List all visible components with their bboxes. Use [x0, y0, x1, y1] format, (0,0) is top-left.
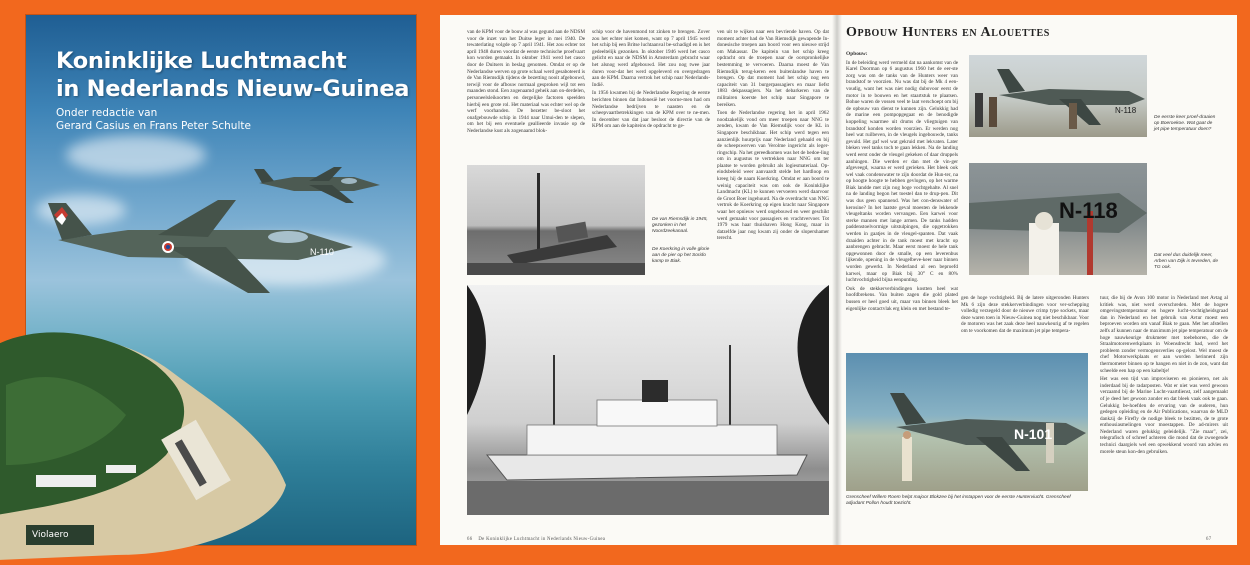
ship-silhouette	[467, 165, 645, 275]
right-text-col3	[1100, 295, 1228, 527]
publisher-label: Violaero	[26, 525, 94, 545]
chapter-title: Opbouw Hunters en Alouettes	[846, 25, 1050, 40]
left-text-col3	[717, 29, 829, 299]
caption-eerste-huntervlucht: Grenscheef Willem Roem helpt majoor Blokzee bij het instappen voor de eerste Hunterviucht. Grenscheef adjudant Pollon houdt toezicht.	[846, 495, 1071, 506]
left-paragraph: van de KPM voor de bouw al was gegund aan de NDSM voor de inzet van het Duitse leger in mei 1940. De tewaterlating volgde op 7 april 1941. Het zou echter tot april 1948 duren voordat de eerste technische proefvaart kon worden gemaakt. In oktober 1941 werd het casco door de Duitsers in beslag genomen. Omdat er op de Nederlandse werven op grote schaal werd gesaboteerd is de Van Riemsdijk tijdens de bezetting nooit afgebouwd, terwijl voor de afbouw normaal gesproken wijl tot een maanden stond. Een zogenaamd geheik aan on-derdelen, personeelsleikoorten en dergelijke factoren speelden hierbij een grote rol. Het materiaal was echter wel op de werf voorhanden. De bezetter be-sloot het onafgebouwde schip in 1944 naar Umui-den te slepen, om het bij een eventuele geallieerde invasie op de Nederlandse kust als zogenaamd blok-	[467, 29, 585, 134]
caption-sunken-ship: De van Riemsdijk in 1945, gezonken in het Noordzeekanaal.	[652, 217, 708, 234]
photo-hunter-n101	[846, 353, 1088, 491]
hunter-n101-silhouette	[846, 353, 1088, 491]
right-page-number: 67	[1206, 537, 1212, 542]
photo-hunter-closeup	[969, 163, 1147, 275]
right-text-col1	[846, 51, 958, 312]
hunter-closeup-silhouette	[969, 163, 1147, 275]
right-paragraph: Ook de stekkerverbindingen kostten heel wat hoofdbrekens. Van buiten zagen die gold plated bussen er heel goed uit, maar van binnen bleek het eigenlijke contactvlak erg klein en met bestand te-	[846, 285, 958, 312]
left-paragraph: Toen de Nederlandse regering het in april 1962 noodzakelijk vond om meer troepen naar NNG te zenden, kwam de Van Riemsdijk voor de KL in Singapore beschikbaar. Het schip werd tegen een aanzienlijk huurprijs naar Nederland gehaald en bij de scheepswerven van Verolme ingericht als leger-ringschip. Na het gereedkomen was het de bedoe-ling om in augustus te vertrekken naar NNG om ter plaatse te worden gebruikt als logiesmateriaal. Op-eindsbeleid weer aanvaardt stelde het hardloop en kreeg hij de naam Koerkring. Omdat er aan boord te weinig capaciteit was om ook de Koninklijke Landmacht (KL) te kunnen vervoeren werd daarvoor de Groot Boer ingehuurd. Na de overdracht van NNG vertrok de Koerkring op eigen kracht naar Singapore waar het opnieuw werd ongebouwd en weer geschikt werd gemaakt voor passagiers en vrachtvervoer. Tot 1979 was haar thuishaven Hong Kong, maar in datzelfde jaar nog kwam zij onder de slopershamer terecht.	[717, 110, 829, 242]
left-running-title: De Koninklijke Luchtmacht in Nederlands Nieuw-Guinea	[478, 537, 606, 542]
cloud	[66, 135, 206, 175]
photo-sunken-ship	[467, 165, 645, 275]
left-text-col2	[592, 29, 710, 175]
cover-title: Koninklijke Luchtmacht in Nederlands Nieuw-Guinea	[56, 48, 410, 102]
left-paragraph: schip voor de havenmond tot zinken te brengen. Zover zou het echter niet komen, want op 7 april 1945 werd het schip bij een Britse luchtaanval be-schadigd en is het gedeeltelijk gezonken. In oktober 1946 werd het casco gelicht en naar de NDSM in Amsterdam gebracht waar het alsnog werd afgebouwd. Het zou nog twee jaar duren voor-dat het werd opgeleverd en overgedragen aan de KPM. Daarna vertrok het schip naar Nederlands-Indië.	[592, 29, 710, 88]
cover-aircraft-code: N-110	[310, 247, 334, 257]
right-text-col2	[961, 295, 1089, 350]
left-page-footer	[467, 537, 605, 542]
caption-proefdraaien: De eerste keer proef-draaien op Boeroekoe. Wat gaat de jet pipe temperatuur doen?	[1154, 115, 1216, 132]
liner-silhouette	[467, 285, 829, 515]
caption-arben: Dat veel dus duidelijk meer, Arben van Dijk is tevreden, de TG ook.	[1154, 253, 1218, 270]
aircraft-code-n101: N-101	[1014, 426, 1053, 442]
left-paragraph: ven uit te wijken naar een bevriende haven. Op dat moment achter had de Van Riemsdijk gewapende In-donesische troepen aan boord voor een nieuwe strijd om Makassar. De kapitein van het schip kreeg opdracht om de troepen naar de oorspronkelijke bestemming te vervoeren. Daarna moest de Van Riemsdijk terug-keren een buitenlandse haven te brengen. Op dat moment had het schip nog een capaciteit van 31 burgerpassagiers en maar liefst 1883 dekpassagiers. Na het debarkeren van de militairen koerste het schip naar Singapore te bereiken.	[717, 29, 829, 108]
aircraft-code-n118-closeup: N-118	[1059, 198, 1118, 223]
section-heading: Opbouw:	[846, 51, 868, 57]
right-paragraph: In de beleiding werd vermeld dat na aankomst van de Karel Doorman op 6 augustus 1960 het de eer-ste zorg was om de tanks van de Hunters weer van brandstof te voorzien. Nu was dat bij de Mk 4 een-voudig, want het was niet nodig dubovoor eerst de motor in te bouwen en het staartstuk te plaatsen. Bohue waren de vossen veel te laat verschoept om bij de opbouw van dienst te kunnen zijn. Gelukkig had de marine een pompopgegaat en de benodigde koppeling waarmee uit drums de vliegtuigen van brandstof konden worden voorzien. Er werden nog heel wat ruilbeven, in de vleugels ingebouwde, tanks gevuld. Het gaf wel wat gekruid met lekvaten. Later bleken veel tanks toch te gaan lekken. Na de landing werd eerst onder de vleugel gekeken of daar druppels aanhingen. Die werden er dan met de vin-ger afgeveegd, waarna er werd gerieken. Het bleek ook wel vaak condenswater te zijn doordat de Hun-ter, na op hoogte hoogte te hebben gevlogen, op het warme Biak landde met zijn nog hoge vochtgehalte. Al snel na de landing begon het toestel dan te drup-pen. Dit was dus geen spannend. Was het con-denswater of kerosine? In het laatste geval moesten de lekkende vleugeltanks worden vervangen. Een karwei voor sterke mannen met lange armen. De tanks hadden paddenstoelvormige uitstulpingen, die opgetrokken werden in gaatjes in de vleugel-spanten. Dat vaak draaiden achter in de tank moest met kracht op aanbrengen gebracht. Maar eerst moest de hele tank opgewonnen door de smalle, op een leverenbus lijkende, opening in de vleugelbeve-keer naar binnen worden gewerkt. In Nederland al een beproefd karwei, maar op Biak bij 30° C en 80% luchtvochtigheid bijna eenpunting.	[846, 59, 958, 284]
book-gutter	[832, 15, 842, 545]
cover-editors: Onder redactie van Gerard Casius en Frans Peter Schulte	[56, 107, 251, 132]
book-spread	[440, 15, 1237, 545]
right-paragraph: Het was een tijd van improviseren en pionieren, net als inderdaad bij de radarposten. Wat er niet was werd gewoon verzaamd bij de Marine Lucht-vaartdienst, zelf aangemaakt of je deed het gewoon zonder en dat bleek vaak ook te gaan. Gelukkig be-hoefden de ervaring van de ouderen, hun gedegen opleiding en de Air Publications, waarvan de MLD dankzij de Firefly de nodige bleek te bezitten, de te grote enthousiasmelingen voor moestappen. De ad-mirers uit Nederland waren gelukkig geleidelijk. "Zie maar", zei, telegrafisch of schreef achteren die mond dat de zwoegende technici daargiels wel een opwekkend woord van advies en morele steun kon-den gebruiken.	[1100, 376, 1228, 455]
photo-hunter-engine-run	[969, 55, 1147, 137]
hunter-jet-front	[48, 185, 358, 295]
right-paragraph: tuur, die bij de Avon 100 motor in Nederland met Avtag al kritiek was, niet werd overschreden. Met de hogere omgevingstemperatuur en hogere lucht-vochtigheidsgraad dan in Nederland en het gebruik van Avtur moest een beproeven worden om vanaf Biak te gaan. Met het afstellen zelfs af kunnen naar de maximum jet pipe temperatuur om de hoge nauwkeurige drukmeter met toebehoren, die de Straalmotorenwerkplaats in Woensdrecht had, werd het probleem zonder vermogensverlies op-gelost. Wel moest de chef Motorwerkplaats er aan worden herinnerd zijn thermometer binnen op te hangen en niet in de zon, want dat scheelde een hap op een kabeltje!	[1100, 295, 1228, 374]
aircraft-code-n118: N-118	[1115, 106, 1137, 115]
left-page-number: 66	[467, 537, 473, 542]
hunter-silhouette	[969, 55, 1147, 137]
left-paragraph: In 1956 kwamen bij de Nederlandse Regering de eerste berichten binnen dat Indonesië het voorne-men had om Nederlandse bedrijven te naasten en de scheepvaartbetrekkingen van de KPM over te ne-men. In december van dat jaar besloot de directie van de KPM om aan de kapiteins de opdracht te ge-	[592, 90, 710, 130]
left-text-col1	[467, 29, 585, 175]
book-cover	[26, 15, 416, 545]
right-paragraph: gen de hoge vochtigheid. Bij de latere uitgeronden Hunters Mk 6 zijn deze stekkerverbindingen voor ver-schepping volledig verzegeld door de nieuwe crimp type sockets, maar deze waren toen in Nieuw-Guinea nog niet beschikbaar. Voor de motoren was het zaak deze heel nauwkeurig af te regelen om te voorkomen dat de maximum jet pipe tempera-	[961, 295, 1089, 334]
photo-koerkring-ship	[467, 285, 829, 515]
caption-koerkring: De Koerkring in volle glorie aan de pier op het Sorido kamp te Biak.	[652, 247, 710, 264]
